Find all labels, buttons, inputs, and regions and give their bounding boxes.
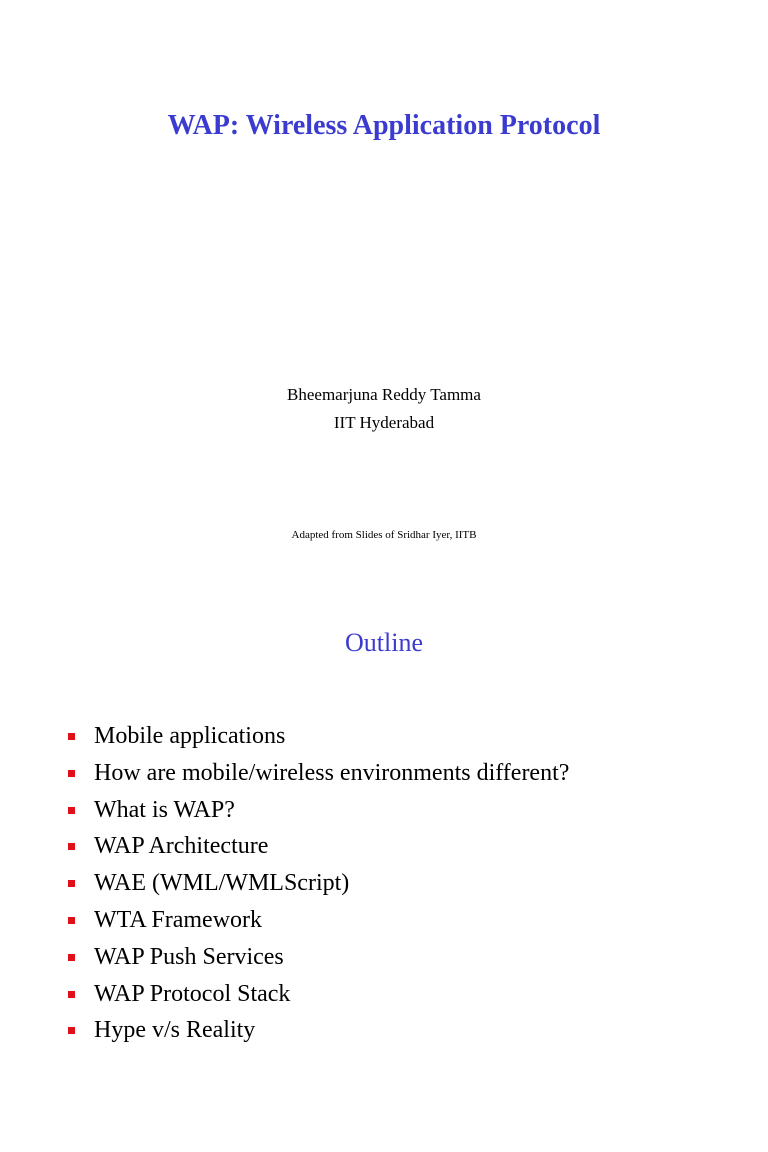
square-bullet-icon — [68, 843, 75, 850]
slide-credit: Adapted from Slides of Sridhar Iyer, IITB — [291, 529, 477, 541]
outline-item-label: WAP Architecture — [94, 833, 269, 860]
outline-slide — [0, 576, 768, 1152]
outline-item-label: How are mobile/wireless environments different? — [94, 759, 570, 786]
outline-item — [66, 718, 569, 755]
outline-item — [66, 792, 569, 829]
square-bullet-icon — [68, 917, 75, 924]
outline-item — [66, 976, 569, 1013]
outline-item-label: Hype v/s Reality — [94, 1017, 256, 1044]
author-name: Bheemarjuna Reddy Tamma — [287, 385, 481, 404]
outline-item-label: WTA Framework — [94, 906, 263, 933]
presentation-title: WAP: Wireless Application Protocol — [167, 110, 601, 141]
outline-item-label: What is WAP? — [94, 796, 235, 823]
square-bullet-icon — [68, 1027, 75, 1034]
square-bullet-icon — [68, 807, 75, 814]
outline-item — [66, 1012, 569, 1049]
square-bullet-icon — [68, 880, 75, 887]
square-bullet-icon — [68, 954, 75, 961]
author-block — [0, 381, 768, 437]
outline-item-label: Mobile applications — [94, 723, 286, 749]
square-bullet-icon — [68, 770, 75, 777]
outline-item — [66, 828, 569, 865]
author-affiliation: IIT Hyderabad — [333, 413, 435, 432]
outline-item — [66, 865, 569, 902]
outline-item — [66, 939, 569, 976]
outline-list — [66, 718, 569, 1049]
outline-title: Outline — [345, 628, 423, 657]
outline-item-label: WAP Push Services — [94, 943, 284, 970]
square-bullet-icon — [68, 991, 75, 998]
square-bullet-icon — [68, 733, 75, 740]
outline-item — [66, 902, 569, 939]
outline-item-label: WAP Protocol Stack — [94, 980, 291, 1007]
outline-item — [66, 755, 569, 792]
outline-item-label: WAE (WML/WMLScript) — [94, 870, 350, 897]
